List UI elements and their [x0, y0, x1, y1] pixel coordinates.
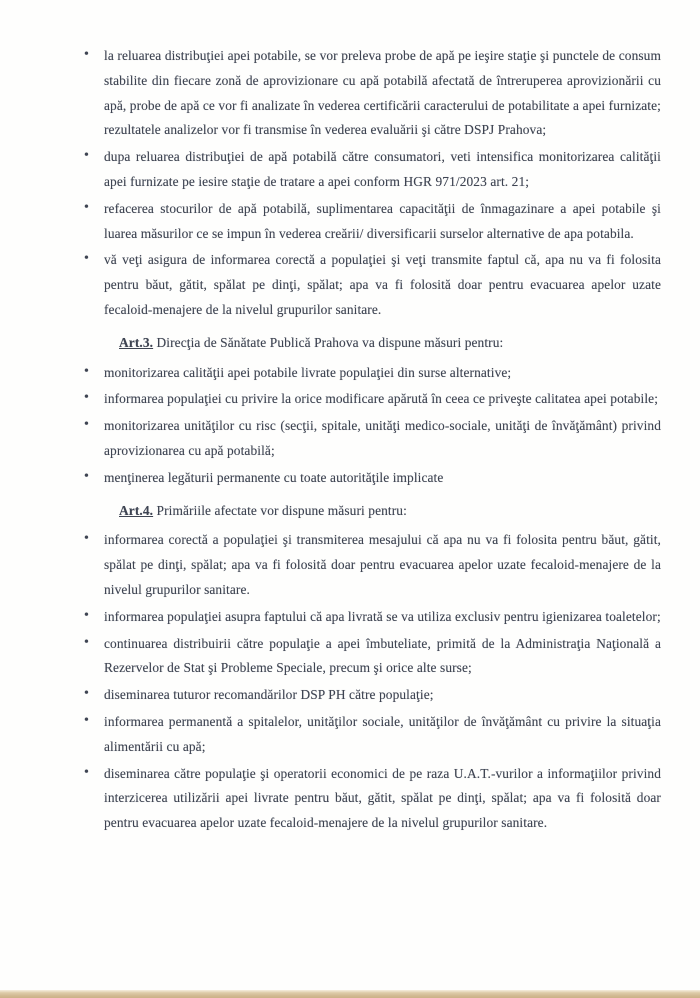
- bullet-list-primarii-measures: [84, 528, 661, 836]
- article-4-label: Art.4.: [119, 502, 154, 518]
- list-item: [84, 197, 661, 247]
- list-item-text: informarea populaţiei cu privire la orice modificare apărută în ceea ce priveşte calitatea apei potabile;: [104, 391, 659, 407]
- article-3-heading: [104, 331, 661, 356]
- bullet-list-measures-operator: [84, 44, 661, 323]
- list-item: [84, 710, 661, 760]
- bullet-icon: •: [84, 417, 90, 433]
- list-item: [84, 248, 661, 322]
- article-4-heading: [104, 499, 661, 524]
- list-item-text: diseminarea tuturor recomandărilor DSP PH către populaţie;: [104, 687, 434, 703]
- list-item-text: informarea permanentă a spitalelor, unităţilor sociale, unităţilor de învăţământ cu privire la situaţia alimentării cu apă;: [104, 713, 661, 754]
- bullet-icon: •: [84, 390, 90, 406]
- bullet-icon: •: [84, 251, 90, 267]
- list-item-text: la reluarea distribuţiei apei potabile, se vor preleva probe de apă pe ieşire staţie şi punctele de consum stabilite din fiecare zonă de aprovizionare cu apă potabilă afectată de întreruperea aprovizionării cu apă, probe de apă ce vor fi analizate în vederea certificării caracterului de potabilitate a apei furnizate; rezultatele analizelor vor fi transmise în vederea evaluării şi către DSPJ Prahova;: [104, 48, 661, 138]
- bullet-icon: •: [84, 47, 90, 62]
- list-item: [84, 145, 661, 195]
- list-item-text: monitorizarea calităţii apei potabile livrate populaţiei din surse alternative;: [104, 364, 512, 380]
- list-item: [84, 683, 661, 708]
- list-item-text: monitorizarea unităţilor cu risc (secţii, spitale, unităţi medico-sociale, unităţi de învăţământ) privind aprovizionarea cu apă potabilă;: [104, 418, 661, 458]
- list-item-text: diseminarea către populaţie şi operatorii economici de pe raza U.A.T.-vurilor a informaţiilor privind interzicerea utilizării apei livrate pentru băut, gătit, spălat pe dinţi, spălat; apa va fi folosită doar pentru evacuarea apelor uzate fecaloid-menajere de la nivelul grupurilor sanitare.: [104, 765, 661, 831]
- list-item-text: continuarea distribuirii către populaţie a apei îmbuteliate, primită de la Administraţia Naţională a Rezervelor de Stat şi Probleme Speciale, precum şi orice alte surse;: [104, 635, 661, 676]
- list-item-text: refacerea stocurilor de apă potabilă, suplimentarea capacităţii de înmagazinare a apei potabile şi luarea măsurilor ce se impun în vederea creării/ diversificarii surselor alternative de apa potabila.: [104, 200, 661, 241]
- list-item: [84, 414, 661, 464]
- bullet-icon: •: [84, 686, 90, 702]
- list-item: [84, 762, 661, 836]
- bullet-icon: •: [84, 199, 90, 215]
- list-item-text: menţinerea legăturii permanente cu toate autorităţile implicate: [104, 469, 444, 485]
- bullet-list-dsp-measures: [84, 361, 661, 491]
- list-item: [84, 387, 661, 412]
- bullet-icon: •: [84, 634, 90, 650]
- list-item: [84, 361, 661, 386]
- bullet-icon: •: [84, 148, 90, 164]
- list-item: [84, 632, 661, 682]
- list-item: [84, 605, 661, 630]
- list-item-text: vă veţi asigura de informarea corectă a populaţiei şi veţi transmite faptul că, apa nu va fi folosita pentru băut, gătit, spălat pe dinţi, spălat; apa va fi folosită doar pentru evacuarea apelor uzate fecaloid-menajere de la nivelul grupurilor sanitare.: [104, 252, 661, 317]
- bullet-icon: •: [84, 712, 90, 728]
- list-item: [84, 466, 661, 491]
- bullet-icon: •: [84, 607, 90, 623]
- list-item-text: informarea corectă a populaţiei şi transmiterea mesajului că apa nu va fi folosita pentru băut, gătit, spălat pe dinţi, spălat; apa va fi folosită doar pentru evacuarea apelor uzate fecaloid-menajere de la nivelul grupurilor sanitare.: [104, 532, 661, 597]
- article-3-label: Art.3.: [119, 334, 154, 350]
- list-item-text: informarea populaţiei asupra faptului că apa livrată se va utiliza exclusiv pentru igienizarea toaletelor;: [104, 608, 661, 624]
- list-item: [84, 44, 661, 143]
- bullet-icon: •: [84, 531, 90, 547]
- bullet-icon: •: [84, 468, 90, 484]
- article-4-text: Primăriile afectate vor dispune măsuri pentru:: [156, 502, 407, 518]
- bullet-icon: •: [84, 363, 90, 379]
- scan-edge-strip: [0, 990, 700, 998]
- article-3-text: Direcţia de Sănătate Publică Prahova va dispune măsuri pentru:: [156, 334, 504, 350]
- list-item: [84, 528, 661, 602]
- bullet-icon: •: [84, 764, 90, 780]
- document-content: [84, 44, 661, 838]
- list-item-text: dupa reluarea distribuţiei de apă potabilă către consumatori, veti intensifica monitorizarea calităţii apei furnizate pe iesire staţie de tratare a apei conform HGR 971/2023 art. 21;: [104, 149, 661, 189]
